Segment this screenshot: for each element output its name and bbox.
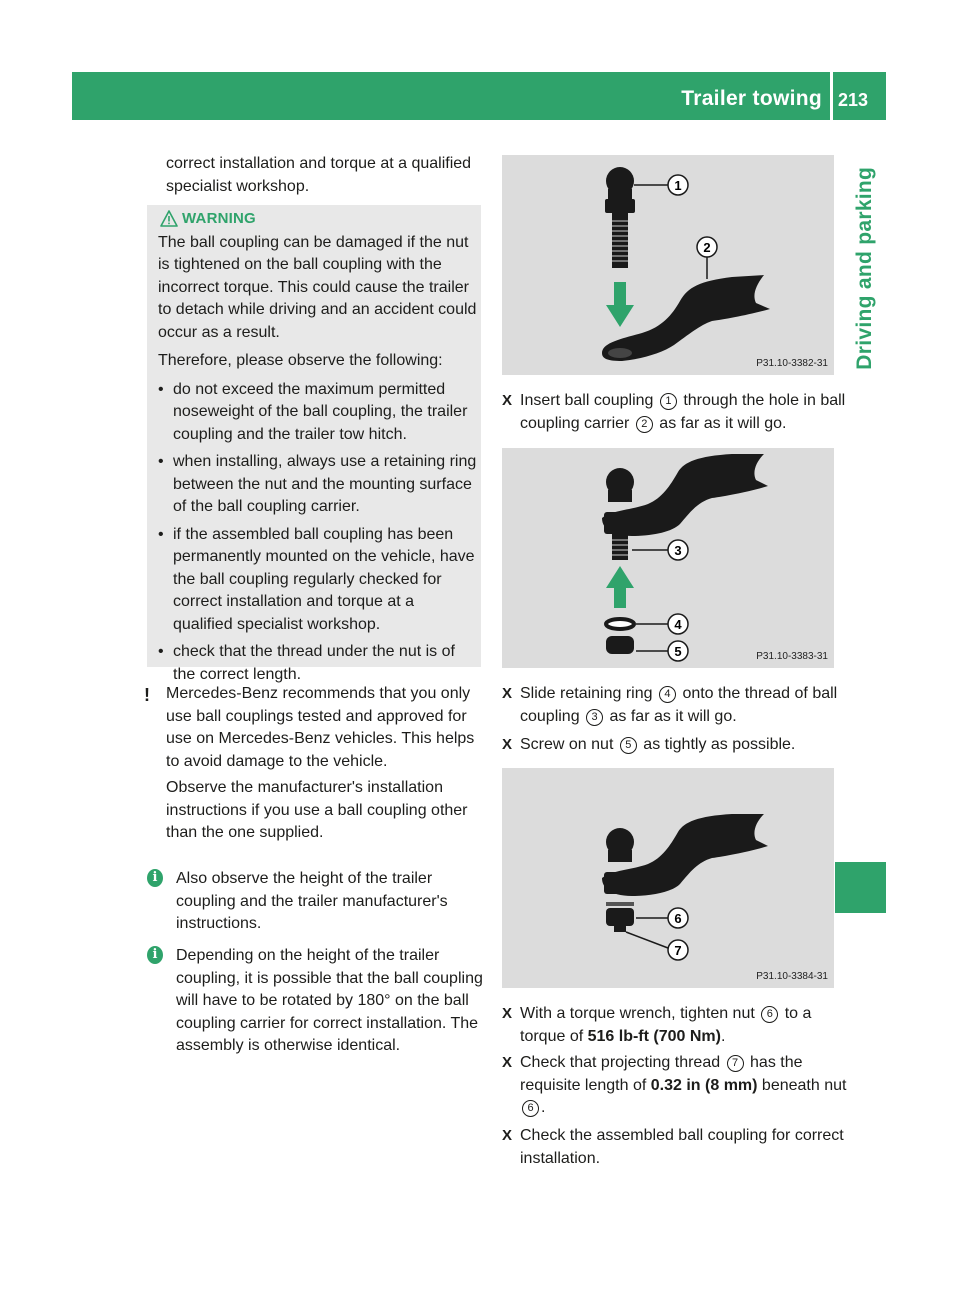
figure-3-illustration	[502, 768, 834, 988]
info-block-1	[152, 868, 482, 936]
callout-ref: 1	[660, 393, 677, 410]
warning-content	[158, 208, 478, 686]
callout-label: 7	[674, 943, 682, 958]
callout-ref: 4	[659, 686, 676, 703]
step-text: Slide retaining ring	[520, 685, 653, 702]
figure-code: P31.10-3383-31	[756, 651, 828, 662]
callout-ref: 3	[586, 709, 603, 726]
step-4	[502, 1003, 860, 1048]
notice-exclamation-icon: !	[144, 685, 150, 705]
section-label-wrap	[850, 120, 880, 416]
step-marker: X	[502, 1054, 513, 1071]
section-marker-block	[835, 862, 886, 913]
warning-bullet: • when installing, always use a retaining ring between the nut and the mounting surface of the ball coupling carrier.	[158, 451, 478, 519]
step-text: as far as it will go.	[609, 707, 737, 725]
section-label: Driving and parking	[852, 166, 876, 370]
callout-ref: 7	[727, 1055, 744, 1072]
step-text: has the requisite length of	[520, 1054, 803, 1094]
page-number: 213	[838, 90, 869, 110]
notice-block	[144, 683, 484, 845]
warning-title: WARNING	[182, 210, 256, 227]
callout-label: 5	[674, 644, 682, 659]
figure-3	[502, 768, 834, 988]
step-text: beneath nut	[761, 1076, 847, 1094]
callout-label: 4	[674, 617, 682, 632]
callout-label: 6	[674, 911, 682, 926]
step-2	[502, 683, 860, 728]
step-marker: X	[502, 392, 513, 409]
step-text: .	[720, 1027, 726, 1045]
step-text: as tightly as possible.	[643, 736, 796, 753]
length-value: 0.32 in (8 mm)	[650, 1076, 758, 1094]
figure-1-illustration	[502, 155, 834, 375]
callout-ref: 5	[620, 737, 637, 754]
figure-code: P31.10-3382-31	[756, 358, 828, 369]
warning-text: The ball coupling can be damaged if the nut is tightened on the ball coupling with the incorrect torque. This could cause the trailer to detach while driving and an accident could occur as a result.	[158, 233, 477, 341]
warning-bullet: • if the assembled ball coupling has been permanently mounted on the vehicle, have the ball coupling regularly checked for correct installation and torque at a qualified specialist workshop.	[158, 524, 478, 637]
info-icon: i	[147, 946, 163, 964]
step-marker: X	[502, 1127, 513, 1144]
step-text: through the hole in ball coupling carrier	[520, 392, 846, 432]
callout-ref: 2	[636, 416, 653, 433]
step-marker: X	[502, 1005, 513, 1022]
step-text: With a torque wrench, tighten nut	[520, 1005, 755, 1022]
chapter-title: Trailer towing	[681, 87, 822, 110]
figure-code: P31.10-3384-31	[756, 971, 828, 982]
step-1	[502, 390, 860, 435]
warning-observe: Therefore, please observe the following:	[158, 352, 443, 369]
step-text: Check the assembled ball coupling for correct installation.	[520, 1127, 844, 1167]
warning-bullet: • do not exceed the maximum permitted noseweight of the ball coupling, the trailer coupling and the trailer tow hitch.	[158, 379, 478, 447]
info-text-2: Depending on the height of the trailer coupling, it is possible that the ball coupling will have to be rotated by 180° on the ball coupling carrier for correct installation. The assembly is otherwise identical.	[176, 947, 483, 1054]
info-block-2	[152, 945, 486, 1058]
figure-1	[502, 155, 834, 375]
step-text: onto the thread of ball coupling	[520, 685, 838, 725]
figure-2-illustration	[502, 448, 834, 668]
step-text: Check that projecting thread	[520, 1054, 721, 1071]
intro-text: correct installation and torque at a qualified specialist workshop.	[166, 155, 472, 195]
step-5	[502, 1052, 860, 1120]
callout-label: 2	[703, 240, 711, 255]
torque-value: 516 lb-ft (700 Nm)	[587, 1027, 721, 1045]
step-marker: X	[502, 736, 513, 753]
notice-text-2: Observe the manufacturer's installation instructions if you use a ball coupling other than the one supplied.	[166, 779, 468, 841]
step-3	[502, 734, 860, 757]
step-text: .	[541, 1099, 546, 1116]
step-text: Screw on nut	[520, 736, 614, 753]
step-marker: X	[502, 685, 513, 702]
figure-2	[502, 448, 834, 668]
step-text: Insert ball coupling	[520, 392, 654, 409]
callout-ref: 6	[761, 1006, 778, 1023]
step-text: to a torque of	[520, 1005, 812, 1045]
info-text-1: Also observe the height of the trailer coupling and the trailer manufacturer's instructions.	[176, 870, 448, 932]
callout-label: 1	[674, 178, 682, 193]
callout-ref: 6	[522, 1100, 539, 1117]
step-text: as far as it will go.	[659, 414, 787, 432]
callout-label: 3	[674, 543, 682, 558]
step-6	[502, 1125, 860, 1170]
warning-bullet: • check that the thread under the nut is of the correct length.	[158, 641, 478, 686]
info-icon: i	[147, 869, 163, 887]
notice-text: Mercedes-Benz recommends that you only use ball couplings tested and approved for use on Mercedes-Benz vehicles. This helps to avoid damage to the vehicle.	[166, 685, 475, 770]
header-separator	[830, 72, 833, 120]
